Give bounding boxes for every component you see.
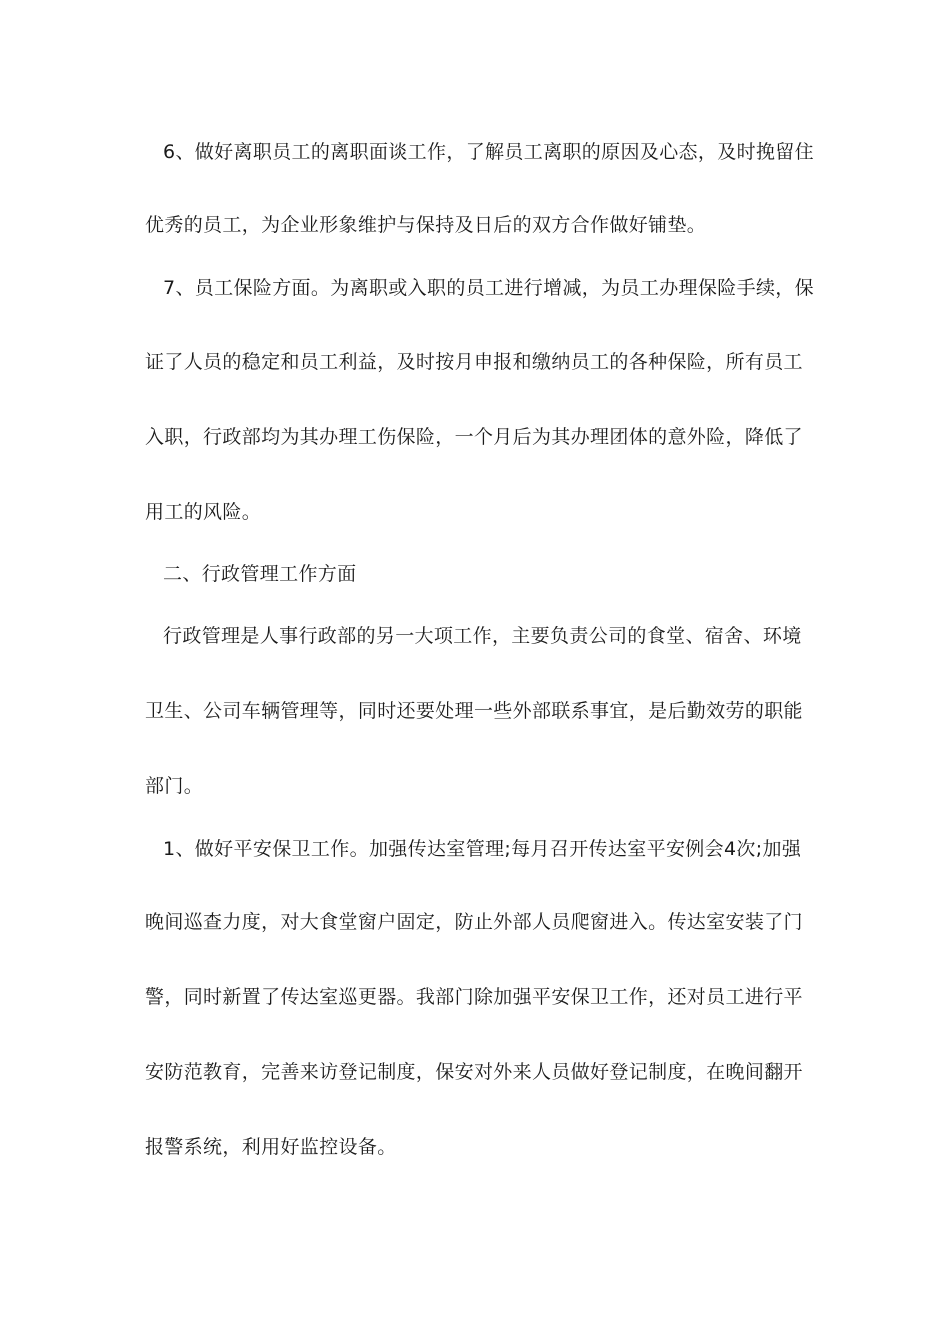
section-heading: 二、行政管理工作方面 [163, 563, 357, 585]
paragraph-line: 7、员工保险方面。为离职或入职的员工进行增减，为员工办理保险手续，保 [163, 277, 814, 299]
paragraph-line: 卫生、公司车辆管理等，同时还要处理一些外部联系事宜，是后勤效劳的职能 [145, 700, 803, 722]
paragraph-line: 入职，行政部均为其办理工伤保险，一个月后为其办理团体的意外险，降低了 [145, 426, 803, 448]
paragraph-line: 报警系统，利用好监控设备。 [145, 1136, 397, 1158]
paragraph-line: 部门。 [145, 775, 204, 797]
paragraph-line: 优秀的员工，为企业形象维护与保持及日后的双方合作做好铺垫。 [145, 214, 707, 236]
paragraph-line: 行政管理是人事行政部的另一大项工作，主要负责公司的食堂、宿舍、环境 [163, 625, 802, 647]
paragraph-line: 警，同时新置了传达室巡更器。我部门除加强平安保卫工作，还对员工进行平 [145, 986, 803, 1008]
paragraph-line: 用工的风险。 [145, 501, 262, 523]
paragraph-line: 安防范教育，完善来访登记制度，保安对外来人员做好登记制度，在晚间翻开 [145, 1061, 803, 1083]
paragraph-line: 1、做好平安保卫工作。加强传达室管理;每月召开传达室平安例会4次;加强 [163, 838, 802, 860]
paragraph-line: 晚间巡查力度，对大食堂窗户固定，防止外部人员爬窗进入。传达室安装了门 [145, 911, 803, 933]
paragraph-line: 证了人员的稳定和员工利益，及时按月申报和缴纳员工的各种保险，所有员工 [145, 351, 803, 373]
paragraph-line: 6、做好离职员工的离职面谈工作，了解员工离职的原因及心态，及时挽留住 [163, 141, 814, 163]
